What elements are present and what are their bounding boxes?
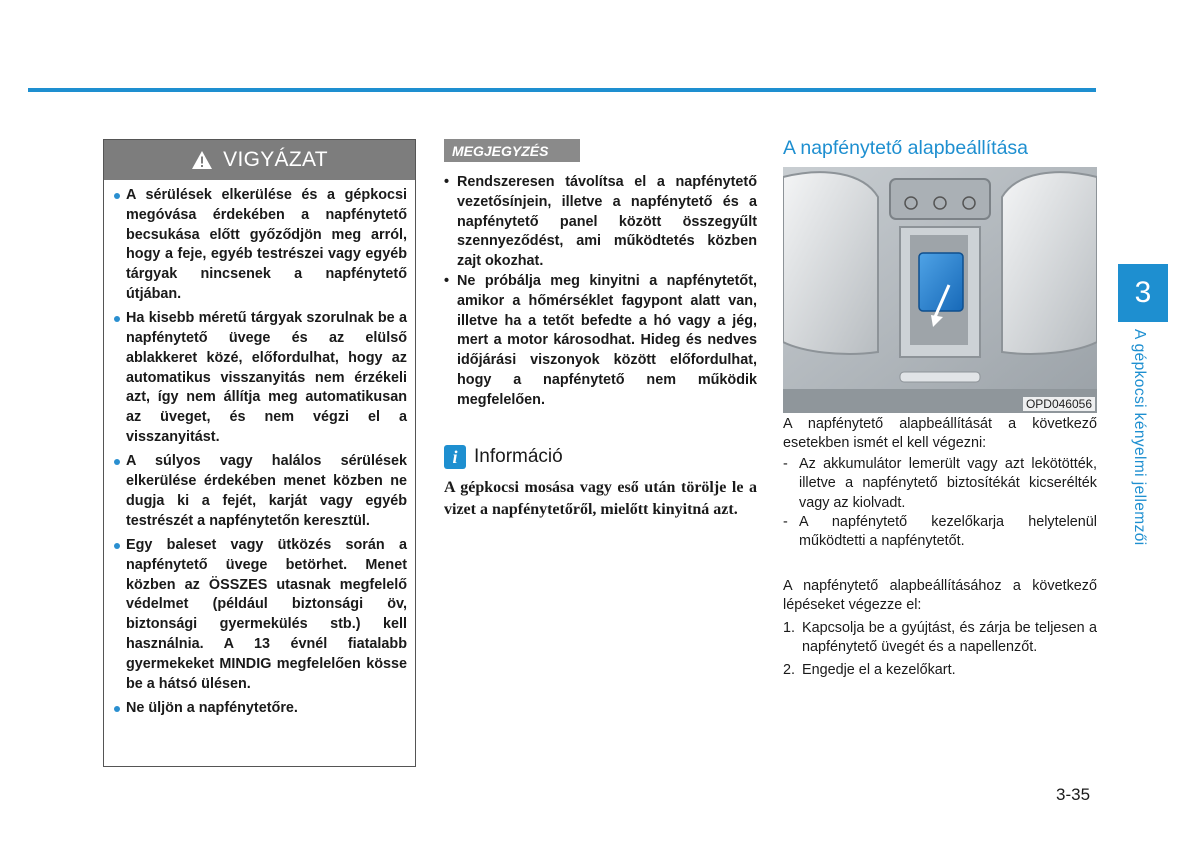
list-item-text: Az akkumulátor lemerült vagy azt lekötötték, illetve a napfénytető biztosítékát kicserélték vagy az kiolvadt. — [799, 456, 1097, 511]
warning-item — [112, 699, 407, 719]
step-text: Kapcsolja be a gyújtást, és zárja be teljesen a napfénytető üvegét és a napellenzőt. — [802, 620, 1097, 656]
warning-item-text: Egy baleset vagy ütközés során a napfénytető üvege betörhet. Menet közben az ÖSSZES utasnak megfelelő védelmet (például biztonsági öv, biztonsági gyermekülés stb.) kell használnia. A 13 évnél fiatalabb gyermekeket MINDIG megfelelően kösse be a hátsó ülésen. — [126, 537, 407, 692]
bullet-icon — [114, 459, 120, 465]
dash-glyph: - — [783, 456, 788, 472]
info-header — [444, 445, 563, 469]
note-item — [444, 173, 757, 272]
warning-header — [104, 140, 415, 180]
image-code: OPD046056 — [1023, 397, 1095, 411]
bullet-icon — [114, 543, 120, 549]
step-number: 2. — [783, 661, 796, 678]
warning-item-text: A súlyos vagy halálos sérülések elkerülése érdekében menet közben ne dugja ki a fejét, karját vagy egyéb testrészét a napfénytetőn keresztül. — [126, 453, 407, 529]
reset-intro: A napfénytető alapbeállítását a következő esetekben ismét el kell végezni: — [783, 416, 1097, 452]
steps-list — [783, 619, 1097, 683]
chapter-title: A gépkocsi kényelmi jellemzői — [1131, 329, 1148, 546]
warning-item-text: Ne üljön a napfénytetőre. — [126, 699, 298, 716]
bullet-icon — [114, 193, 120, 199]
info-title: Információ — [474, 446, 563, 467]
dash-glyph: - — [783, 513, 788, 530]
list-item — [783, 455, 1097, 513]
bullet-glyph: • — [444, 272, 450, 289]
step-item — [783, 619, 1097, 658]
note-tag: MEGJEGYZÉS — [444, 139, 580, 162]
overhead-console-illustration — [783, 167, 1097, 413]
warning-item — [112, 536, 407, 694]
note-item-text: Ne próbálja meg kinyitni a napfénytetőt, amikor a hőmérséklet fagypont alatt van, illetve ha a tetőt befedte a hó vagy a jég, mert a motor károsodhat. Hideg és nedves időjárási viszonyok között előfordulhat, hogy a napfénytető nem működik megfelelően. — [457, 272, 757, 408]
warning-item-text: A sérülések elkerülése és a gépkocsi megóvása érdekében a napfénytető becsukása előtt győződjön meg arról, hogy a feje, egyéb testrészei vagy egyéb tárgyak nincsenek a napfénytető útjában. — [126, 187, 407, 302]
list-item — [783, 513, 1097, 552]
warning-box — [103, 139, 416, 767]
bullet-icon — [114, 316, 120, 322]
bullet-glyph: • — [444, 174, 450, 190]
warning-item — [112, 452, 407, 531]
warning-item — [112, 186, 407, 305]
warning-title: VIGYÁZAT — [223, 148, 328, 171]
chapter-number-tab: 3 — [1118, 264, 1168, 322]
info-icon: i — [444, 445, 466, 469]
section-title: A napfénytető alapbeállítása — [783, 137, 1029, 159]
step-item — [783, 661, 1097, 680]
header-rule — [28, 88, 1096, 92]
list-item-text: A napfénytető kezelőkarja helytelenül működtetti a napfénytetőt. — [799, 513, 1097, 550]
warning-triangle-icon — [191, 150, 213, 170]
chapter-title-vertical — [1127, 329, 1151, 569]
warning-list — [104, 180, 415, 719]
note-item-text: Rendszeresen távolítsa el a napfénytető vezetősínjein, illetve a napfénytető és a napfénytető panel között összegyűlt szennyeződést, ami működtetés közben zajt okozhat. — [457, 174, 757, 270]
warning-item-text: Ha kisebb méretű tárgyak szorulnak be a napfénytető üvege és az elülső ablakkeret közé, előfordulhat, hogy az automatikus visszanyitás nem érzékeli azt, így nem állítja meg automatikusan az üveget, és nem végzi el a visszanyitást. — [126, 310, 407, 446]
bullet-icon — [114, 706, 120, 712]
sunroof-control-photo — [783, 167, 1097, 413]
step-text: Engedje el a kezelőkart. — [802, 661, 956, 678]
warning-item — [112, 309, 407, 448]
step-number: 1. — [783, 620, 796, 636]
reset-cases-list — [783, 455, 1097, 551]
page-number: 3-35 — [1056, 785, 1091, 804]
note-item — [444, 272, 757, 411]
info-text: A gépkocsi mosása vagy eső után törölje le a vizet a napfénytetőről, mielőtt kinyitná azt. — [444, 479, 757, 518]
steps-intro: A napfénytető alapbeállításához a következő lépéseket végezze el: — [783, 578, 1097, 614]
note-list — [444, 173, 757, 411]
